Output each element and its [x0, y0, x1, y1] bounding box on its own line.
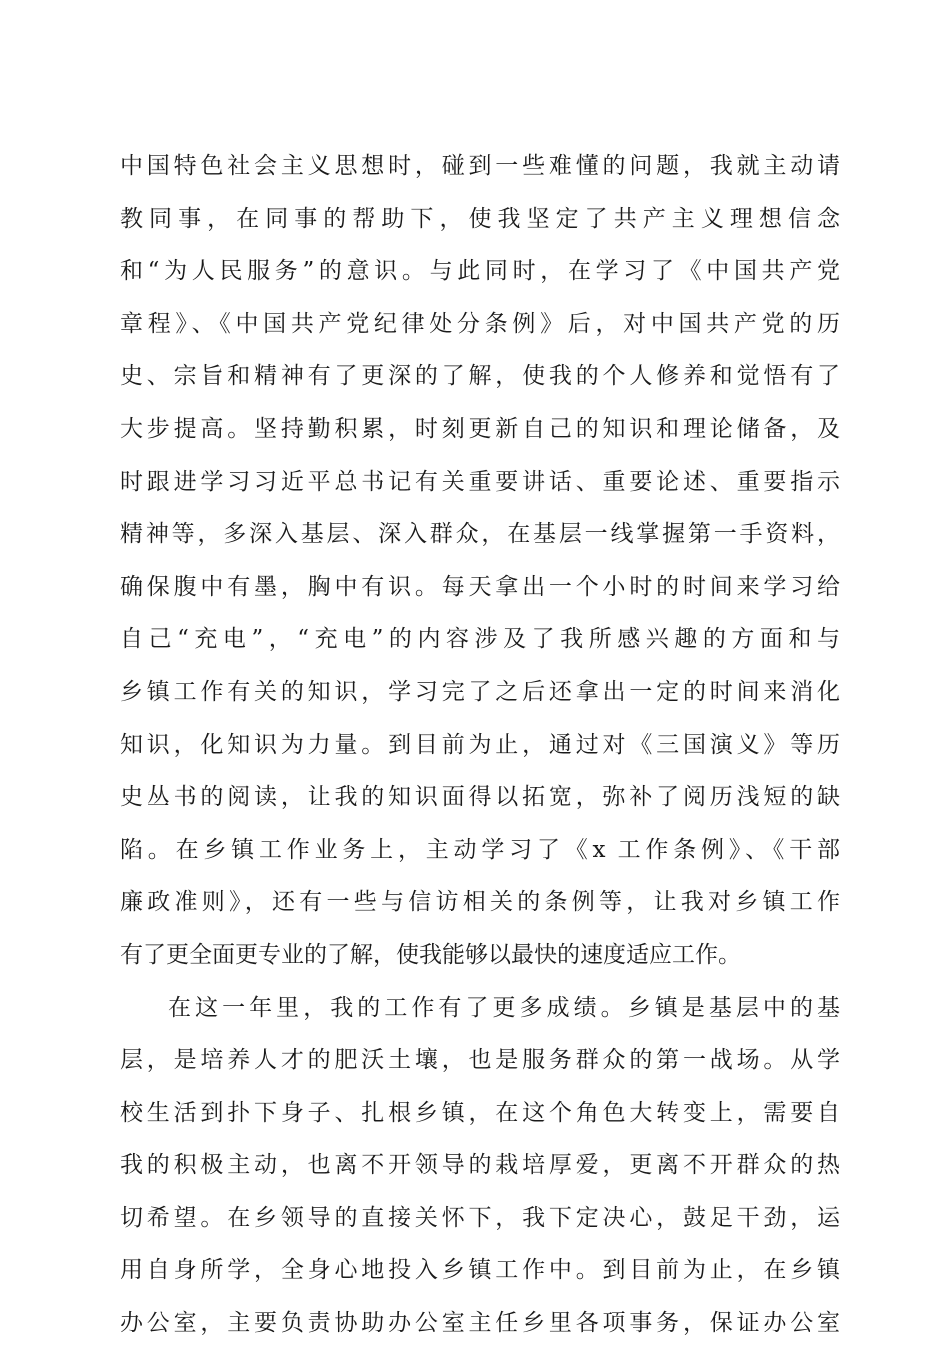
text-line: 确保腹中有墨，胸中有识。每天拿出一个小时的时间来学习给 — [120, 573, 840, 600]
text-line: 教同事，在同事的帮助下，使我坚定了共产主义理想信念 — [120, 205, 840, 232]
text-line: 和“为人民服务”的意识。与此同时，在学习了《中国共产党 — [120, 258, 840, 285]
text-line: 我的积极主动，也离不开领导的栽培厚爱，更离不开群众的热 — [120, 1152, 840, 1179]
text-line: 中国特色社会主义思想时，碰到一些难懂的问题，我就主动请 — [120, 153, 840, 179]
text-line: 知识，化知识为力量。到目前为止，通过对《三国演义》等历 — [120, 731, 840, 758]
text-line: 乡镇工作有关的知识，学习完了之后还拿出一定的时间来消化 — [120, 678, 840, 705]
text-line: 章程》、《中国共产党纪律处分条例》后，对中国共产党的历 — [120, 310, 840, 337]
text-line: 廉政准则》，还有一些与信访相关的条例等，让我对乡镇工作 — [120, 889, 840, 916]
text-line: 在这一年里，我的工作有了更多成绩。乡镇是基层中的基 — [168, 994, 840, 1021]
document-body — [120, 140, 840, 1350]
paragraph-2 — [120, 982, 840, 1350]
text-line: 史丛书的阅读，让我的知识面得以拓宽，弥补了阅历浅短的缺 — [120, 784, 840, 811]
text-line: 自己“充电”，“充电”的内容涉及了我所感兴趣的方面和与 — [120, 626, 840, 653]
text-line: 有了更全面更专业的了解，使我能够以最快的速度适应工作。 — [120, 941, 741, 968]
text-line: 史、宗旨和精神有了更深的了解，使我的个人修养和觉悟有了 — [120, 363, 840, 390]
paragraph-1 — [120, 140, 840, 982]
text-line: 办公室，主要负责协助办公室主任乡里各项事务，保证办公室 — [120, 1310, 840, 1337]
text-line: 陷。在乡镇工作业务上，主动学习了《x 工作条例》、《干部 — [120, 836, 840, 863]
text-line: 精神等，多深入基层、深入群众，在基层一线掌握第一手资料， — [120, 521, 840, 548]
text-line: 用自身所学，全身心地投入乡镇工作中。到目前为止，在乡镇 — [120, 1257, 840, 1284]
text-line: 时跟进学习习近平总书记有关重要讲话、重要论述、重要指示 — [120, 468, 840, 495]
text-line: 校生活到扑下身子、扎根乡镇，在这个角色大转变上，需要自 — [120, 1099, 840, 1126]
text-line: 大步提高。坚持勤积累，时刻更新自己的知识和理论储备，及 — [120, 415, 840, 442]
text-line: 切希望。在乡领导的直接关怀下，我下定决心，鼓足干劲，运 — [120, 1204, 840, 1231]
text-line: 层，是培养人才的肥沃土壤，也是服务群众的第一战场。从学 — [120, 1047, 840, 1074]
